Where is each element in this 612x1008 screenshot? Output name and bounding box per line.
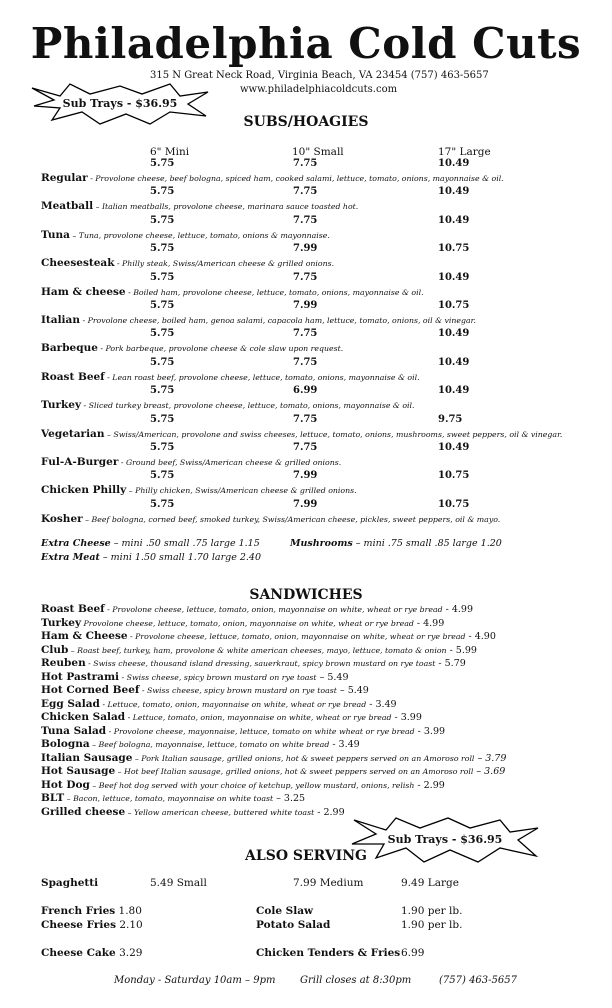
sub-item xyxy=(41,257,601,269)
sub-item xyxy=(41,513,601,525)
sandwich-name: BLT xyxy=(41,792,65,804)
sub-trays-label: Sub Trays - $36.95 xyxy=(387,833,503,846)
sub-item-name: Roast Beef xyxy=(41,370,105,383)
sub-price-small: 7.75 xyxy=(293,356,318,368)
sandwich-item xyxy=(41,711,422,723)
sub-item-description: - Provolone cheese, boiled ham, genoa salami, capacola ham, lettuce, tomato, onions, oil & vinegar. xyxy=(79,316,477,325)
sub-price-large: 10.49 xyxy=(438,271,470,283)
sandwich-name: Tuna Salad xyxy=(41,724,107,737)
sub-price-mini: 5.75 xyxy=(150,356,175,368)
sandwich-price: - 5.79 xyxy=(435,658,466,669)
sandwich-item xyxy=(41,738,360,750)
sandwich-price: – 5.49 xyxy=(336,685,369,696)
sub-item xyxy=(41,229,601,241)
sandwich-name: Hot Sausage xyxy=(41,765,116,777)
potato-salad-price: 1.90 per lb. xyxy=(401,919,463,931)
chicken-tenders-price: 6.99 xyxy=(401,947,425,959)
sub-price-small: 7.99 xyxy=(293,470,318,482)
sub-price-small: 7.75 xyxy=(293,442,318,453)
sandwich-price: - 3.99 xyxy=(414,725,446,737)
extra-cheese-label: Extra Cheese xyxy=(41,538,111,549)
sandwich-description: - Swiss cheese, thousand island dressing, sauerkraut, spicy brown mustard on rye toast xyxy=(85,659,436,668)
sandwich-description: - Lettuce, tomato, onion, mayonnaise on white, wheat or rye bread xyxy=(125,713,392,722)
mushrooms-prices: – mini .75 small .85 large 1.20 xyxy=(352,538,502,549)
sub-item-name: Turkey xyxy=(41,399,82,412)
sub-price-mini: 5.75 xyxy=(150,413,175,425)
cheese-cake xyxy=(41,947,142,959)
cheese-cake-price: 3.29 xyxy=(119,947,143,959)
sub-price-small: 6.99 xyxy=(293,385,318,397)
sub-price-large: 10.75 xyxy=(438,470,470,482)
grill-hours: Grill closes at 8:30pm xyxy=(300,975,412,986)
store-hours: Monday - Saturday 10am – 9pm xyxy=(114,975,276,986)
sandwich-item xyxy=(41,752,506,764)
sub-price-mini: 5.75 xyxy=(150,328,175,340)
sub-item-description: – Swiss/American, provolone and swiss cheeses, lettuce, tomato, onions, mushrooms, sweet peppers, oil & vinegar. xyxy=(104,429,563,439)
sandwich-price: - 3.49 xyxy=(329,739,360,750)
sandwich-price: - 4.99 xyxy=(442,604,473,615)
sandwich-name: Hot Pastrami xyxy=(41,670,120,683)
footer-phone[interactable]: (757) 463-5657 xyxy=(439,975,517,986)
sandwich-price: - 2.99 xyxy=(414,779,445,791)
sub-price-large: 10.75 xyxy=(438,243,470,255)
col-small-header: 10" Small xyxy=(292,146,344,158)
sandwich-item xyxy=(41,698,397,710)
col-mini-header: 6" Mini xyxy=(150,146,190,158)
sandwich-name: Bologna xyxy=(41,738,90,750)
extra-cheese xyxy=(41,538,260,549)
sub-item-name: Vegetarian xyxy=(41,427,105,440)
sub-price-large: 10.49 xyxy=(438,328,470,340)
sandwich-description: - Lettuce, tomato, onion, mayonnaise on white, wheat or rye bread xyxy=(99,699,367,709)
sandwiches-heading: SANDWICHES xyxy=(249,587,363,603)
sub-item xyxy=(41,371,601,383)
sub-price-mini: 5.75 xyxy=(150,186,175,198)
sandwich-description: - Provolone cheese, lettuce, tomato, onion, mayonnaise on white, wheat or rye bread xyxy=(104,605,443,614)
sub-item-description: – Beef bologna, corned beef, smoked turkey, Swiss/American cheese, pickles, sweet peppers, oil & mayo. xyxy=(82,514,501,524)
sub-item-name: Kosher xyxy=(41,512,83,525)
cheese-fries-price: 2.10 xyxy=(119,919,143,931)
sub-price-mini: 5.75 xyxy=(150,243,175,255)
sub-price-large: 9.75 xyxy=(438,413,463,425)
sub-item-description: – Tuna, provolone cheese, lettuce, tomato, onions & mayonnaise. xyxy=(69,230,330,240)
sub-item-description: - Sliced turkey breast, provolone cheese, lettuce, tomato, onions, mayonnaise & oil. xyxy=(81,401,415,411)
also-serving-heading: ALSO SERVING xyxy=(245,848,367,864)
cole-slaw-label: Cole Slaw xyxy=(256,905,314,917)
sandwich-description: Provolone cheese, lettuce, tomato, onion, mayonnaise on white, wheat or rye bread xyxy=(81,618,414,628)
sub-price-large: 10.49 xyxy=(438,186,470,198)
cheese-cake-label: Cheese Cake xyxy=(41,947,116,959)
sandwich-description: - Provolone cheese, mayonnaise, lettuce, tomato on white wheat or rye bread xyxy=(106,726,415,736)
sub-item-description: - Lean roast beef, provolone cheese, lettuce, tomato, onions, mayonnaise & oil. xyxy=(104,372,420,382)
sandwich-description: – Bacon, lettuce, tomato, mayonnaise on white toast xyxy=(64,794,274,803)
sub-price-small: 7.75 xyxy=(293,271,318,283)
sandwich-price: - 4.90 xyxy=(465,631,496,642)
sub-price-small: 7.99 xyxy=(293,300,318,311)
sandwich-item xyxy=(41,792,305,804)
chicken-tenders-label: Chicken Tenders & Fries xyxy=(256,947,401,959)
sub-price-mini: 5.75 xyxy=(150,470,175,482)
french-fries-price: 1.80 xyxy=(118,905,142,917)
cole-slaw-price: 1.90 per lb. xyxy=(401,905,463,917)
sub-item-description: - Boiled ham, provolone cheese, lettuce, tomato, onions, mayonnaise & oil. xyxy=(125,287,424,297)
sandwich-item xyxy=(41,684,369,696)
sub-price-small: 7.99 xyxy=(293,498,318,510)
sub-item-description: - Pork barbeque, provolone cheese & cole slaw upon request. xyxy=(97,344,344,354)
sandwich-name: Hot Dog xyxy=(41,778,90,791)
sub-item xyxy=(41,428,601,440)
sandwich-item xyxy=(41,617,444,629)
sandwich-description: - Swiss cheese, spicy brown mustard on rye toast xyxy=(119,672,317,682)
sandwich-item xyxy=(41,779,445,791)
sandwich-description: – Yellow american cheese, buttered white toast xyxy=(125,807,315,817)
sub-item-description: - Provolone cheese, beef bologna, spiced ham, cooked salami, lettuce, tomato, onions, mayonnaise & oil. xyxy=(87,174,504,183)
sandwich-item xyxy=(41,630,496,642)
sub-item xyxy=(41,484,601,496)
sandwich-item xyxy=(41,657,466,669)
sandwich-name: Turkey xyxy=(41,616,82,629)
sub-item-description: - Philly steak, Swiss/American cheese & grilled onions. xyxy=(114,259,335,269)
mushrooms-label: Mushrooms xyxy=(290,538,353,549)
sub-trays-label: Sub Trays - $36.95 xyxy=(62,97,178,110)
sub-item-name: Meatball xyxy=(41,200,94,213)
sub-price-small: 7.75 xyxy=(293,214,318,226)
sub-price-small: 7.75 xyxy=(293,328,318,340)
sandwich-item xyxy=(41,644,477,656)
sub-item-name: Tuna xyxy=(41,228,70,241)
sub-price-large: 10.49 xyxy=(438,442,470,453)
sandwich-price: – 3.25 xyxy=(273,793,306,804)
sandwich-name: Italian Sausage xyxy=(41,751,133,764)
extra-meat xyxy=(41,552,261,563)
sub-price-mini: 5.75 xyxy=(150,498,175,510)
sub-price-small: 7.75 xyxy=(293,413,318,425)
sub-item-name: Chicken Philly xyxy=(41,484,127,497)
sub-item-name: Ham & cheese xyxy=(41,285,126,298)
sandwich-price: - 2.99 xyxy=(314,806,345,818)
sub-price-small: 7.75 xyxy=(293,186,318,198)
extra-meat-prices: – mini 1.50 small 1.70 large 2.40 xyxy=(99,552,261,563)
sub-item xyxy=(41,286,601,298)
sub-price-large: 10.49 xyxy=(438,158,470,169)
sandwich-name: Chicken Salad xyxy=(41,711,126,723)
spaghetti-medium: 7.99 Medium xyxy=(293,877,364,889)
french-fries-label: French Fries xyxy=(41,905,116,917)
mushrooms xyxy=(290,538,502,549)
sub-price-small: 7.75 xyxy=(293,158,318,169)
sub-item-description: – Italian meatballs, provolone cheese, marinara sauce toasted hot. xyxy=(93,202,359,212)
sandwich-item xyxy=(41,765,505,777)
sub-price-mini: 5.75 xyxy=(150,214,175,226)
sandwich-name: Egg Salad xyxy=(41,697,100,710)
sandwich-item xyxy=(41,725,445,737)
sub-item-name: Barbeque xyxy=(41,342,98,355)
website-link[interactable]: www.philadelphiacoldcuts.com xyxy=(240,84,398,95)
sub-item-name: Ful-A-Burger xyxy=(41,456,119,468)
sub-price-mini: 5.75 xyxy=(150,300,175,311)
sub-price-large: 10.49 xyxy=(438,214,470,226)
sub-item xyxy=(41,200,601,212)
sandwich-name: Club xyxy=(41,643,69,656)
sub-item-description: – Philly chicken, Swiss/American cheese & grilled onions. xyxy=(126,486,357,496)
sandwich-description: – Beef bologna, mayonnaise, lettuce, tomato on white bread xyxy=(89,740,330,749)
sandwich-name: Reuben xyxy=(41,657,86,669)
col-large-header: 17" Large xyxy=(438,146,491,158)
sub-item-name: Italian xyxy=(41,314,80,326)
sandwich-name: Roast Beef xyxy=(41,603,105,615)
sub-item xyxy=(41,314,601,326)
sandwich-description: – Roast beef, turkey, ham, provolone & white american cheeses, mayo, lettuce, tomato & onion xyxy=(68,645,447,655)
sandwich-name: Hot Corned Beef xyxy=(41,684,140,696)
cheese-fries xyxy=(41,919,143,931)
sandwich-item xyxy=(41,671,349,683)
sub-item-description: - Ground beef, Swiss/American cheese & grilled onions. xyxy=(118,458,342,467)
sandwich-description: - Swiss cheese, spicy brown mustard on rye toast xyxy=(139,686,337,695)
sandwich-price: – 3.79 xyxy=(474,752,507,764)
address: 315 N Great Neck Road, Virginia Beach, VA 23454 (757) 463-5657 xyxy=(150,70,489,81)
sandwich-price: - 3.99 xyxy=(391,712,422,723)
sandwich-description: - Provolone cheese, lettuce, tomato, onion, mayonnaise on white, wheat or rye bread xyxy=(127,632,466,641)
sandwich-item xyxy=(41,603,473,615)
sandwich-item xyxy=(41,806,345,818)
spaghetti-large: 9.49 Large xyxy=(401,877,459,889)
subs-heading: SUBS/HOAGIES xyxy=(243,114,369,130)
sandwich-description: – Beef hot dog served with your choice of ketchup, yellow mustard, onions, relish xyxy=(89,780,415,790)
sub-item-name: Cheesesteak xyxy=(41,257,115,270)
sub-item xyxy=(41,399,601,411)
sandwich-price: - 3.49 xyxy=(366,698,397,710)
spaghetti-small: 5.49 Small xyxy=(150,877,207,889)
sub-price-large: 10.49 xyxy=(438,356,470,368)
sandwich-price: - 4.99 xyxy=(413,617,445,629)
sandwich-price: – 3.69 xyxy=(473,766,506,777)
sandwich-description: – Pork Italian sausage, grilled onions, hot & sweet peppers served on an Amoroso roll xyxy=(132,753,475,763)
sub-item-name: Regular xyxy=(41,172,88,184)
french-fries xyxy=(41,905,142,917)
sub-price-large: 10.75 xyxy=(438,498,470,510)
sub-price-mini: 5.75 xyxy=(150,385,175,397)
sub-price-mini: 5.75 xyxy=(150,271,175,283)
sandwich-price: – 5.49 xyxy=(316,671,349,683)
sandwich-name: Grilled cheese xyxy=(41,805,126,818)
potato-salad-label: Potato Salad xyxy=(256,919,331,931)
extra-cheese-prices: – mini .50 small .75 large 1.15 xyxy=(110,538,260,549)
sub-price-large: 10.49 xyxy=(438,385,470,397)
sub-price-mini: 5.75 xyxy=(150,442,175,453)
page-title: Philadelphia Cold Cuts xyxy=(30,19,582,68)
sub-price-mini: 5.75 xyxy=(150,158,175,169)
sandwich-description: – Hot beef Italian sausage, grilled onions, hot & sweet peppers served on an Amoroso roll xyxy=(115,767,474,776)
extra-meat-label: Extra Meat xyxy=(41,552,100,563)
sandwich-price: - 5.99 xyxy=(446,644,477,656)
sub-item xyxy=(41,342,601,354)
sub-price-large: 10.75 xyxy=(438,300,470,311)
sub-item xyxy=(41,172,601,184)
sub-price-small: 7.99 xyxy=(293,243,318,255)
cheese-fries-label: Cheese Fries xyxy=(41,919,116,931)
sandwich-name: Ham & Cheese xyxy=(41,630,128,642)
spaghetti-label: Spaghetti xyxy=(41,877,99,889)
sub-item xyxy=(41,456,601,468)
